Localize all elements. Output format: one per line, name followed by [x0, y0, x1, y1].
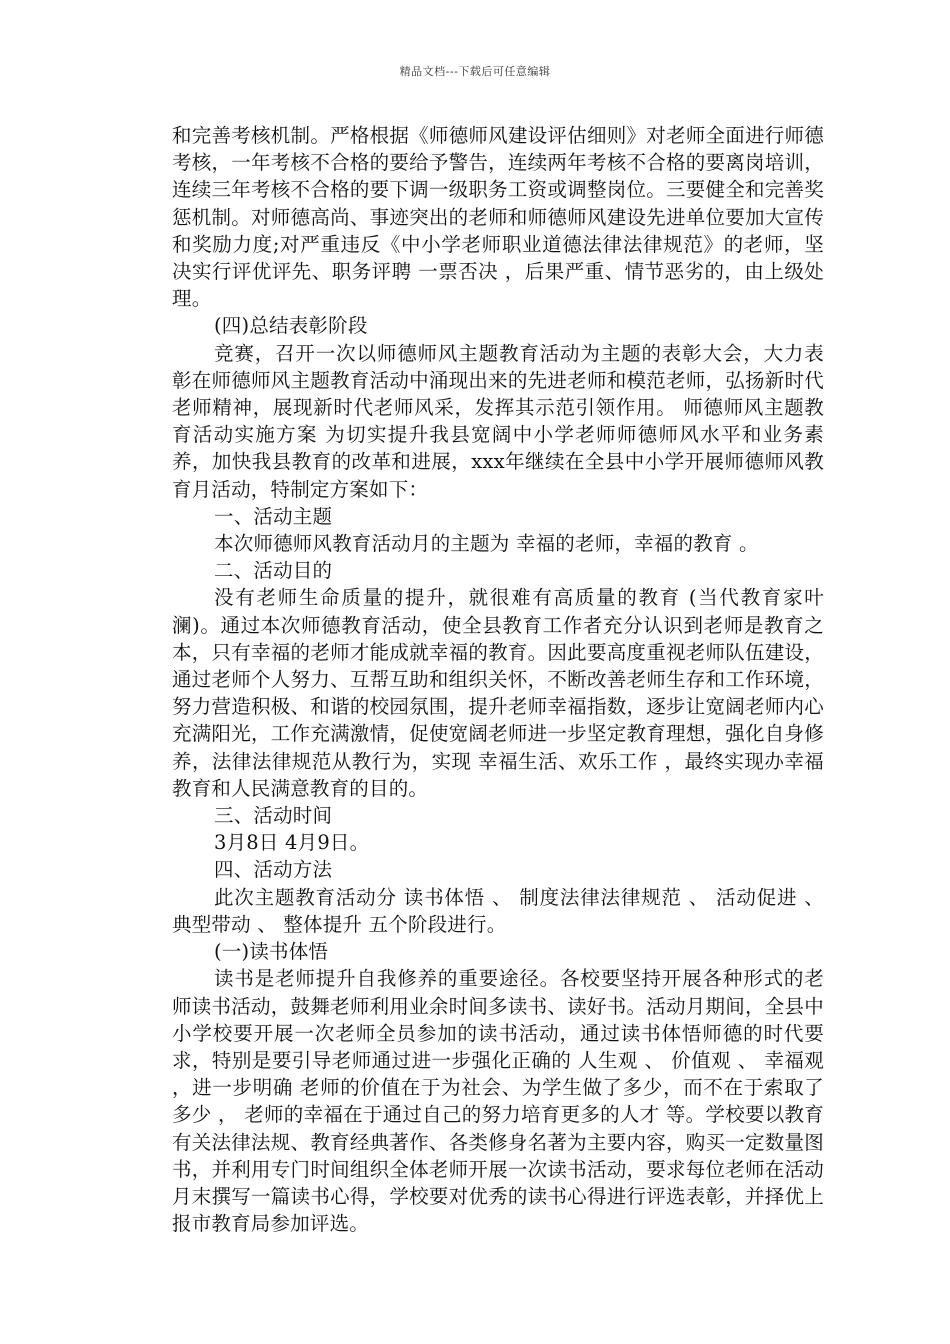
paragraph: 竞赛，召开一次以师德师风主题教育活动为主题的表彰大会，大力表彰在师德师风主题教育活动中涌现出来的先进老师和模范老师，弘扬新时代老师精神，展现新时代老师风采，发挥其示范引领作用。 师德师风主题教育活动实施方案 为切实提升我县宽阔中小学老师师德师风水平和业务素养，加快我县教育的改革和进展，xxx年继续在全县中小学开展师德师风教育月活动，特制定方案如下： — [172, 341, 824, 501]
paragraph: 读书是老师提升自我修养的重要途径。各校要坚持开展各种形式的老师读书活动，鼓舞老师利用业余时间多读书、读好书。活动月期间，全县中小学校要开展一次老师全员参加的读书活动，通过读书体悟师德的时代要求，特别是要引导老师通过进一步强化正确的 人生观 、 价值观 、 幸福观 ，进一步明确 老师的价值在于为社会、为学生做了多少，而不在于索取了多少 ， 老师的幸福在于通过自己的努力培育更多的人才 等。学校要以教育有关法律法规、教育经典著作、各类修身名著为主要内容，购买一定数量图书，并利用专门时间组织全体老师开展一次读书活动，要求每位老师在活动月末撰写一篇读书心得，学校要对优秀的读书心得进行评选表彰，并择优上报市教育局参加评选。 — [172, 967, 824, 1236]
page-header: 精品文档---下载后可任意编辑 — [399, 65, 551, 78]
section-heading: 四、活动方法 — [214, 858, 333, 882]
paragraph: 没有老师生命质量的提升，就很难有高质量的教育 (当代教育家叶澜)。通过本次师德教育活动，使全县教育工作者充分认识到老师是教育之本，只有幸福的老师才能成就幸福的教育。因此要高度重视老师队伍建设，通过老师个人努力、互帮互助和组织关怀，不断改善老师生存和工作环境，努力营造积极、和谐的校园氛围，提升老师幸福指数，逐步让宽阔老师内心充满阳光，工作充满激情，促使宽阔老师进一步坚定教育理想，强化自身修养，法律法律规范从教行为，实现 幸福生活、欢乐工作 ，最终实现办幸福教育和人民满意教育的目的。 — [172, 586, 824, 800]
paragraph: 本次师德师风教育活动月的主题为 幸福的老师，幸福的教育 。 — [214, 532, 759, 556]
paragraph: 和完善考核机制。严格根据《师德师风建设评估细则》对老师全面进行师德考核，一年考核不合格的要给予警告，连续两年考核不合格的要离岗培训，连续三年考核不合格的要下调一级职务工资或调整岗位。三要健全和完善奖惩机制。对师德高尚、事迹突出的老师和师德师风建设先进单位要加大宣传和奖励力度;对严重违反《中小学老师职业道德法律法律规范》的老师，坚决实行评优评先、职务评聘 一票否决 ，后果严重、情节恶劣的，由上级处理。 — [172, 124, 824, 311]
document-body — [172, 122, 824, 1237]
section-heading: 三、活动时间 — [214, 804, 333, 828]
paragraph: 此次主题教育活动分 读书体悟 、 制度法律法律规范 、 活动促进 、 典型带动 、 整体提升 五个阶段进行。 — [172, 885, 824, 936]
section-heading: 一、活动主题 — [214, 504, 333, 528]
section-heading: (四)总结表彰阶段 — [214, 314, 368, 338]
paragraph: 3月8日 4月9日。 — [214, 831, 370, 855]
section-heading: (一)读书体悟 — [214, 940, 329, 964]
section-heading: 二、活动目的 — [214, 559, 333, 583]
